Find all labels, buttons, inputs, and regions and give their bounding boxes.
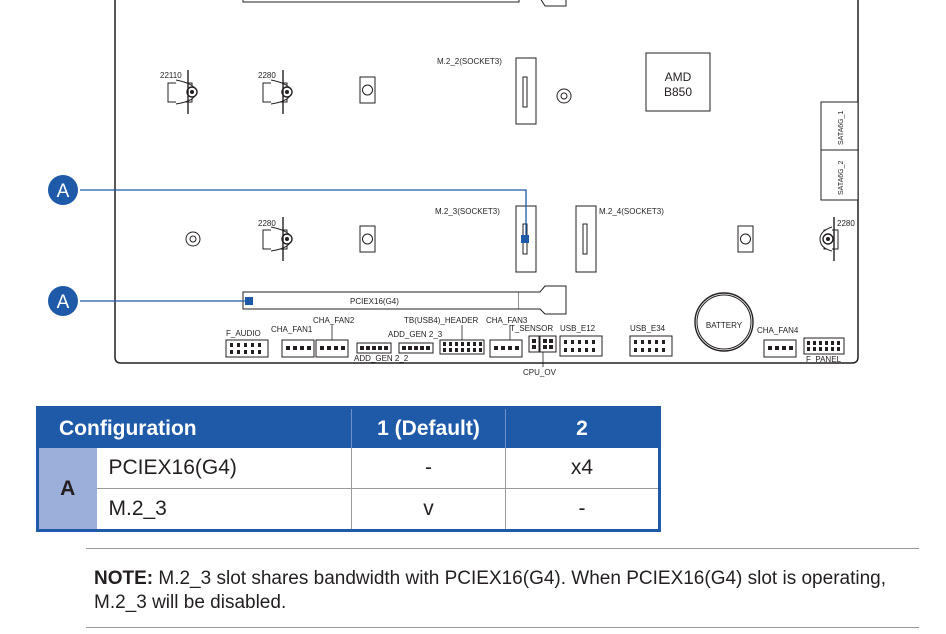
m2-2-label: M.2_2(SOCKET3) xyxy=(437,57,502,66)
f-audio-header xyxy=(226,340,268,357)
row-value-option-2: x4 xyxy=(506,448,660,489)
row-name: M.2_3 xyxy=(97,489,352,531)
pcie-label: PCIEX16(G4) xyxy=(350,297,399,306)
chipset-line1: AMD xyxy=(664,70,692,84)
mount-hole-2 xyxy=(186,232,200,246)
row-value-default: v xyxy=(352,489,506,531)
label-2280-mid: 2280 xyxy=(258,219,276,228)
chipset-line2: B850 xyxy=(663,85,693,99)
cha-fan4-header xyxy=(764,340,796,357)
f-panel-label: F_PANEL xyxy=(806,355,841,364)
cha-fan2-label: CHA_FAN2 xyxy=(313,316,355,325)
screw-hole-2 xyxy=(360,226,375,252)
screw-hole-3 xyxy=(738,226,753,252)
cha-fan3-label: CHA_FAN3 xyxy=(486,316,528,325)
f-audio-label: F_AUDIO xyxy=(226,329,261,338)
header-option-2: 2 xyxy=(506,408,660,449)
sata2-label: SATA6G_2 xyxy=(838,160,845,195)
usb-e34-header xyxy=(630,336,672,356)
sata1-label: SATA6G_1 xyxy=(838,110,845,145)
t-sensor-label: T_SENSOR xyxy=(510,324,554,333)
usb-e12-label: USB_E12 xyxy=(560,324,596,333)
usb-e12-header xyxy=(560,336,602,356)
table-row xyxy=(38,448,660,489)
table-row xyxy=(38,489,660,531)
cha-fan1-label: CHA_FAN1 xyxy=(271,325,313,334)
add-gen2-3-label: ADD_GEN 2_3 xyxy=(388,330,443,339)
f-panel-header xyxy=(804,338,844,354)
configuration-table xyxy=(36,406,661,532)
usb-e34-label: USB_E34 xyxy=(630,324,666,333)
screw-hole-1 xyxy=(360,77,375,103)
cha-fan4-label: CHA_FAN4 xyxy=(757,326,799,335)
row-value-option-2: - xyxy=(578,497,586,520)
cha-fan3-header xyxy=(490,340,522,357)
callout-a-pcie-letter: A xyxy=(56,292,70,313)
label-2280-right: 2280 xyxy=(837,219,855,228)
add-gen2-2-header xyxy=(357,343,391,353)
cpu-ov-header xyxy=(540,336,556,352)
note-text xyxy=(94,567,924,615)
label-22110: 22110 xyxy=(160,71,182,80)
cha-fan2-header xyxy=(316,340,348,357)
group-cell: A xyxy=(38,448,97,531)
m2-3-label: M.2_3(SOCKET3) xyxy=(435,207,500,216)
cpu-ov-label: CPU_OV xyxy=(523,368,556,377)
tb-usb4-header xyxy=(440,340,484,354)
mount-hole-1 xyxy=(557,89,571,103)
add-gen2-3-header xyxy=(399,343,433,353)
label-2280-top: 2280 xyxy=(258,71,276,80)
top-slot-remnant xyxy=(243,0,566,6)
m2-2-slot xyxy=(516,58,536,124)
row-value-default: - xyxy=(352,448,506,489)
cha-fan1-header xyxy=(282,340,314,357)
table-header-row xyxy=(38,408,660,449)
note-box xyxy=(86,548,919,628)
note-body: M.2_3 slot shares bandwidth with PCIEX16(G4). When PCIEX16(G4) slot is operating, M.2_3 will be disabled. xyxy=(94,568,887,613)
tb-header-label: TB(USB4)_HEADER xyxy=(404,316,479,325)
pcie-slot xyxy=(243,286,566,314)
add-gen2-2-label: ADD_GEN 2_2 xyxy=(354,354,409,363)
callout-a-pcie xyxy=(48,286,249,316)
row-name: PCIEX16(G4) xyxy=(97,448,352,489)
standoff-2280-right xyxy=(820,217,838,261)
header-configuration: Configuration xyxy=(38,408,352,449)
m2-4-label: M.2_4(SOCKET3) xyxy=(599,207,664,216)
header-default: 1 (Default) xyxy=(352,408,506,449)
t-sensor-header xyxy=(529,336,539,352)
callout-a-m2-letter: A xyxy=(56,181,70,202)
m2-4-slot xyxy=(576,206,596,272)
battery-label: BATTERY xyxy=(705,321,743,330)
note-label: NOTE: xyxy=(94,568,154,589)
